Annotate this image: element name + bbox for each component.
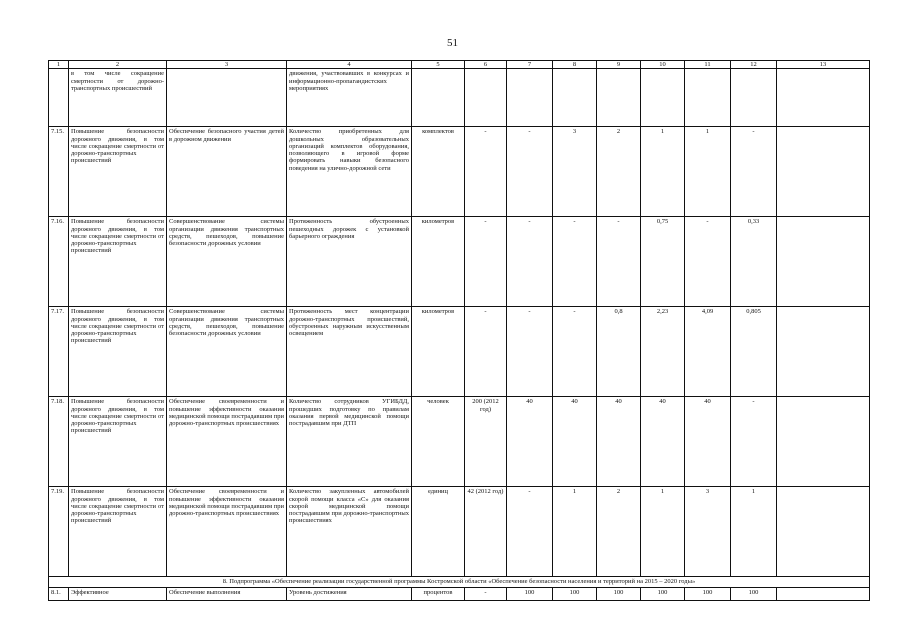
value-cell: 4,09 — [685, 307, 731, 397]
table-row — [49, 69, 870, 127]
task-cell: Обеспечение выполнения — [167, 587, 287, 600]
goal-cell: Повышение безопасности дорожного движения, в том числе сокращение смертности от дорожно-транспортных происшествий — [69, 127, 167, 217]
value-cell — [685, 69, 731, 127]
goal-cell: Эффективное — [69, 587, 167, 600]
value-cell: 2 — [597, 487, 641, 577]
value-cell: 40 — [597, 397, 641, 487]
value-cell: 100 — [731, 587, 777, 600]
column-header: 5 — [412, 61, 465, 69]
value-cell: - — [553, 307, 597, 397]
value-cell: - — [507, 127, 553, 217]
value-cell — [731, 69, 777, 127]
indicator-cell: Уровень достижения — [287, 587, 412, 600]
goal-cell: Повышение безопасности дорожного движения, в том числе сокращение смертности от дорожно-транспортных происшествий — [69, 217, 167, 307]
value-cell: - — [465, 127, 507, 217]
value-cell — [777, 397, 870, 487]
page-number: 51 — [447, 37, 458, 49]
value-cell: 3 — [553, 127, 597, 217]
task-cell: Обеспечение безопасного участия детей в дорожном движении — [167, 127, 287, 217]
column-header: 10 — [641, 61, 685, 69]
value-cell: 1 — [685, 127, 731, 217]
table-row — [49, 217, 870, 307]
value-cell — [777, 217, 870, 307]
value-cell: 100 — [597, 587, 641, 600]
value-cell: 100 — [641, 587, 685, 600]
value-cell: 100 — [507, 587, 553, 600]
row-number: 7.16. — [49, 217, 69, 307]
value-cell — [777, 307, 870, 397]
unit-cell — [412, 69, 465, 127]
value-cell: 40 — [507, 397, 553, 487]
value-cell — [597, 69, 641, 127]
value-cell: - — [465, 217, 507, 307]
indicators-table — [48, 60, 870, 601]
task-cell: Совершенствование системы организации движения транспортных средств, пешеходов, повышение безопасности дорожных условии — [167, 217, 287, 307]
indicator-cell: Протяженность обустроенных пешеходных дорожек с установкой барьерного ограждения — [287, 217, 412, 307]
row-number: 7.15. — [49, 127, 69, 217]
column-header: 12 — [731, 61, 777, 69]
goal-cell: Повышение безопасности дорожного движения, в том числе сокращение смертности от дорожно-транспортных происшествий — [69, 397, 167, 487]
value-cell — [777, 69, 870, 127]
value-cell — [777, 487, 870, 577]
value-cell: 0,805 — [731, 307, 777, 397]
row-number: 7.18. — [49, 397, 69, 487]
column-header: 9 — [597, 61, 641, 69]
value-cell — [465, 69, 507, 127]
value-cell — [777, 587, 870, 600]
value-cell: 40 — [641, 397, 685, 487]
row-number: 8.1. — [49, 587, 69, 600]
column-header: 4 — [287, 61, 412, 69]
value-cell: 2,23 — [641, 307, 685, 397]
value-cell: - — [465, 587, 507, 600]
column-number-row — [49, 61, 870, 69]
row-number — [49, 69, 69, 127]
table-row — [49, 487, 870, 577]
indicator-cell: Количество приобретенных для дошкольных образовательных организаций комплектов оборудования, позволяющего в игровой форме формировать навыки безопасного поведения на улично-дорожной сети — [287, 127, 412, 217]
subprogram-row — [49, 577, 870, 587]
column-header: 7 — [507, 61, 553, 69]
value-cell: - — [507, 217, 553, 307]
row-number: 7.19. — [49, 487, 69, 577]
unit-cell: единиц — [412, 487, 465, 577]
value-cell: 3 — [685, 487, 731, 577]
table-row — [49, 397, 870, 487]
value-cell: - — [553, 217, 597, 307]
value-cell: 40 — [685, 397, 731, 487]
table-row — [49, 587, 870, 600]
column-header: 6 — [465, 61, 507, 69]
column-header: 13 — [777, 61, 870, 69]
value-cell — [507, 69, 553, 127]
value-cell — [553, 69, 597, 127]
unit-cell: процентов — [412, 587, 465, 600]
indicator-cell: Количество закупленных автомобилей скорой помощи класса «С» для оказания скорой медицинской помощи пострадавшим при дорожно-транспортных происшествиях — [287, 487, 412, 577]
column-header: 3 — [167, 61, 287, 69]
subprogram-title: 8. Подпрограмма «Обеспечение реализации государственной программы Костромской области «Обеспечение безопасности населения и территорий на 2015 – 2020 годы» — [49, 577, 870, 587]
task-cell: Совершенствование системы организации движения транспортных средств, пешеходов, повышение безопасности дорожных условии — [167, 307, 287, 397]
value-cell: 100 — [685, 587, 731, 600]
unit-cell: комплектов — [412, 127, 465, 217]
value-cell: 0,75 — [641, 217, 685, 307]
value-cell: 0,33 — [731, 217, 777, 307]
value-cell: 40 — [553, 397, 597, 487]
column-header: 8 — [553, 61, 597, 69]
goal-cell: Повышение безопасности дорожного движения, в том числе сокращение смертности от дорожно-транспортных происшествий — [69, 487, 167, 577]
column-header: 1 — [49, 61, 69, 69]
table-row — [49, 127, 870, 217]
task-cell: Обеспечение своевременности и повышение эффективности оказания медицинской помощи пострадавшим при дорожно-транспортных происшествиях — [167, 487, 287, 577]
value-cell: - — [597, 217, 641, 307]
value-cell: 1 — [731, 487, 777, 577]
unit-cell: человек — [412, 397, 465, 487]
task-cell — [167, 69, 287, 127]
value-cell: - — [731, 127, 777, 217]
value-cell: 2 — [597, 127, 641, 217]
indicator-cell: Количество сотрудников УГИБДД, прошедших подготовку по правилам оказания первой медицинской помощи пострадавшим при ДТП — [287, 397, 412, 487]
table-row — [49, 307, 870, 397]
value-cell: 1 — [553, 487, 597, 577]
indicator-cell: движения, участвовавших в конкурсах и информационно-пропагандистских мероприятиях — [287, 69, 412, 127]
goal-cell: Повышение безопасности дорожного движения, в том числе сокращение смертности от дорожно-транспортных происшествий — [69, 307, 167, 397]
value-cell: - — [685, 217, 731, 307]
value-cell: 0,8 — [597, 307, 641, 397]
value-cell: 1 — [641, 127, 685, 217]
value-cell: - — [465, 307, 507, 397]
value-cell: 42 (2012 год) — [465, 487, 507, 577]
value-cell — [777, 127, 870, 217]
unit-cell: километров — [412, 217, 465, 307]
value-cell: - — [507, 487, 553, 577]
value-cell: 100 — [553, 587, 597, 600]
indicator-cell: Протяженность мест концентрации дорожно-транспортных происшествий, обустроенных наружным искусственным освещением — [287, 307, 412, 397]
value-cell: 200 (2012 год) — [465, 397, 507, 487]
value-cell: - — [731, 397, 777, 487]
column-header: 2 — [69, 61, 167, 69]
unit-cell: километров — [412, 307, 465, 397]
goal-cell: в том числе сокращение смертности от дорожно-транспортных происшествий — [69, 69, 167, 127]
value-cell — [641, 69, 685, 127]
value-cell: - — [507, 307, 553, 397]
row-number: 7.17. — [49, 307, 69, 397]
column-header: 11 — [685, 61, 731, 69]
task-cell: Обеспечение своевременности и повышение эффективности оказания медицинской помощи пострадавшим при дорожно-транспортных происшествиях — [167, 397, 287, 487]
value-cell: 1 — [641, 487, 685, 577]
